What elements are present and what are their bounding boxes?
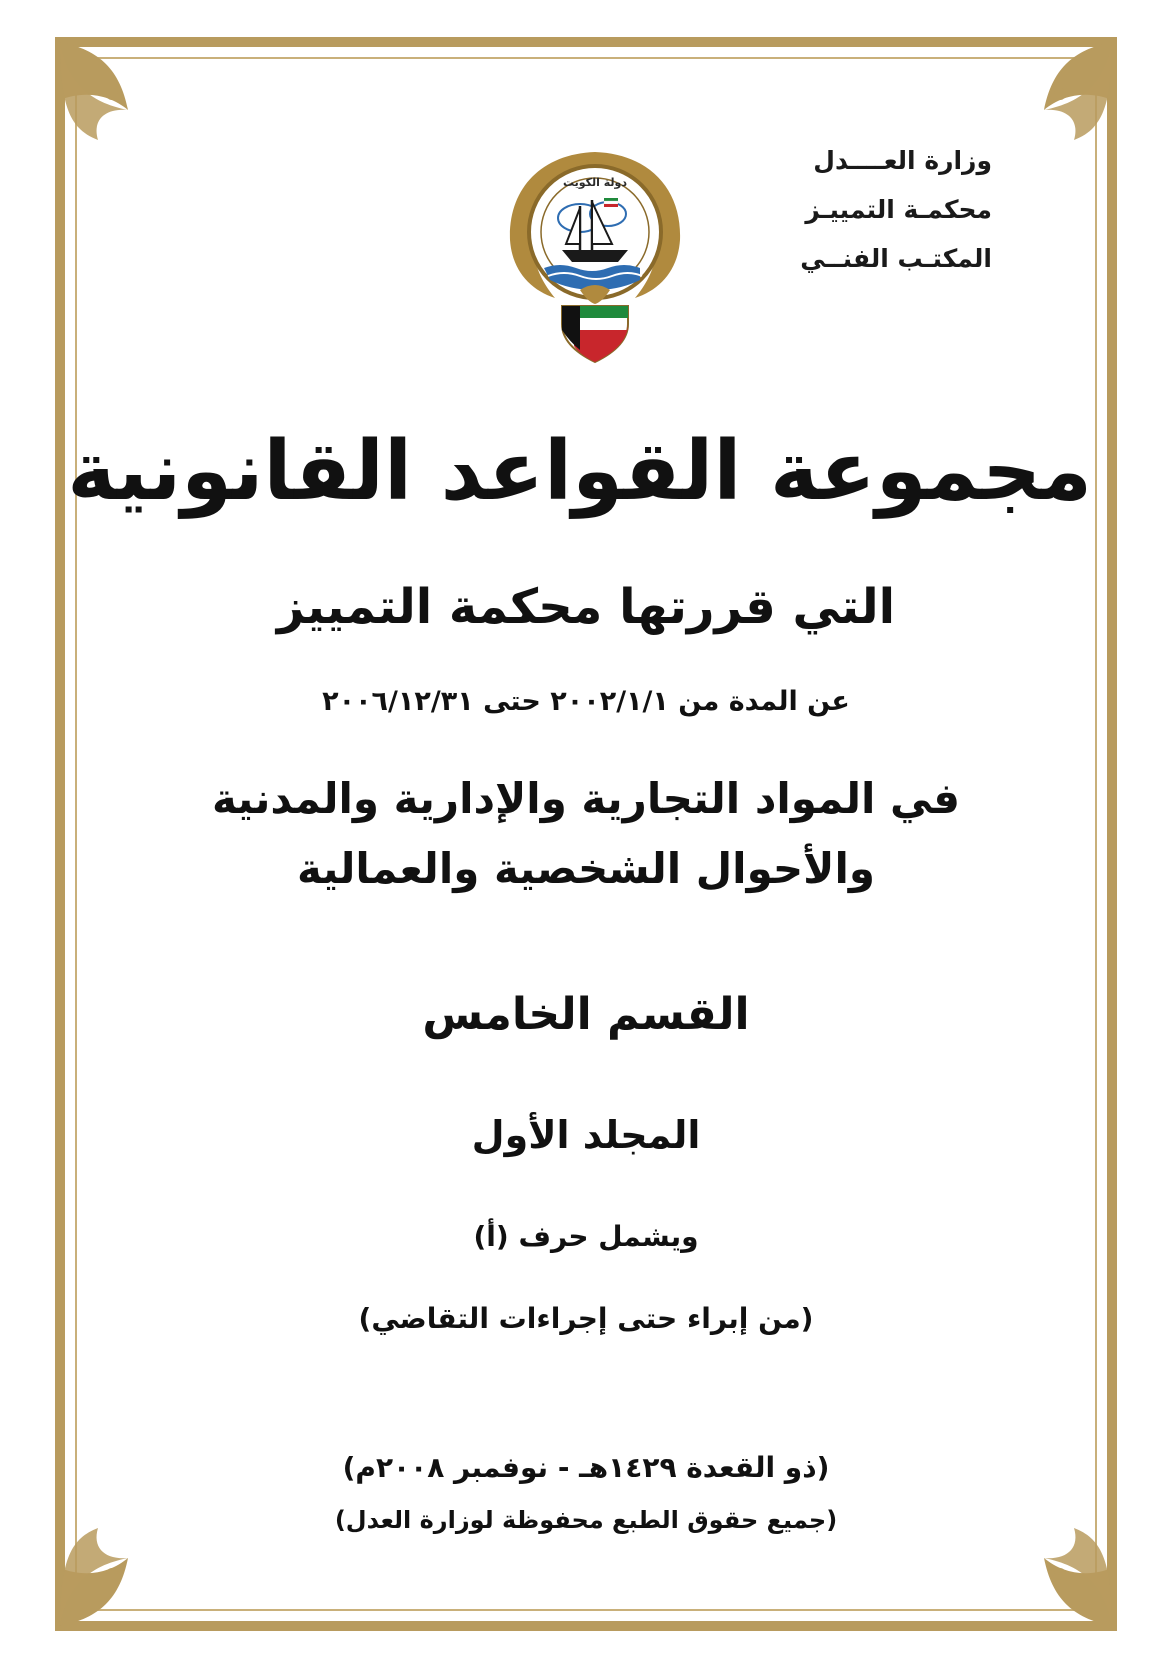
corner-ornament-bottom-left-icon [60,1528,128,1626]
book-subtitle: التي قررتها محكمة التمييز [276,579,896,635]
ministry-name: وزارة العــــدل [813,146,992,175]
entries-range: (من إبراء حتى إجراءات التقاضي) [358,1302,814,1335]
kuwait-flag-shield-icon [562,306,628,362]
letter-coverage: ويشمل حرف (أ) [473,1220,699,1253]
emblem-inscription: دولة الكويت [562,176,628,189]
office-name: المكتـب الفنــي [800,244,992,273]
corner-ornament-top-left-icon [60,42,128,140]
period-range: عن المدة من ٢٠٠٢/١/١ حتى ٢٠٠٦/١٢/٣١ [322,686,850,717]
ministry-header [732,136,992,283]
corner-ornament-top-right-icon [1044,42,1112,140]
dhow-ship-icon [562,250,628,262]
subjects-line-2: والأحوال الشخصية والعمالية [297,844,875,893]
corner-ornament-bottom-right-icon [1044,1528,1112,1626]
subjects-block [80,764,1092,904]
volume-title: المجلد الأول [471,1113,701,1157]
publication-date: (ذو القعدة ١٤٢٩هـ - نوفمبر ٢٠٠٨م) [342,1451,830,1484]
copyright-notice: (جميع حقوق الطبع محفوظة لوزارة العدل) [334,1506,838,1534]
subjects-line-1: في المواد التجارية والإدارية والمدنية [211,774,961,823]
section-title: القسم الخامس [422,989,750,1040]
book-title: مجموعة القواعد القانونية [67,424,1092,519]
court-name: محكمـة التمييـز [805,195,992,224]
kuwait-state-emblem-icon [500,140,690,365]
